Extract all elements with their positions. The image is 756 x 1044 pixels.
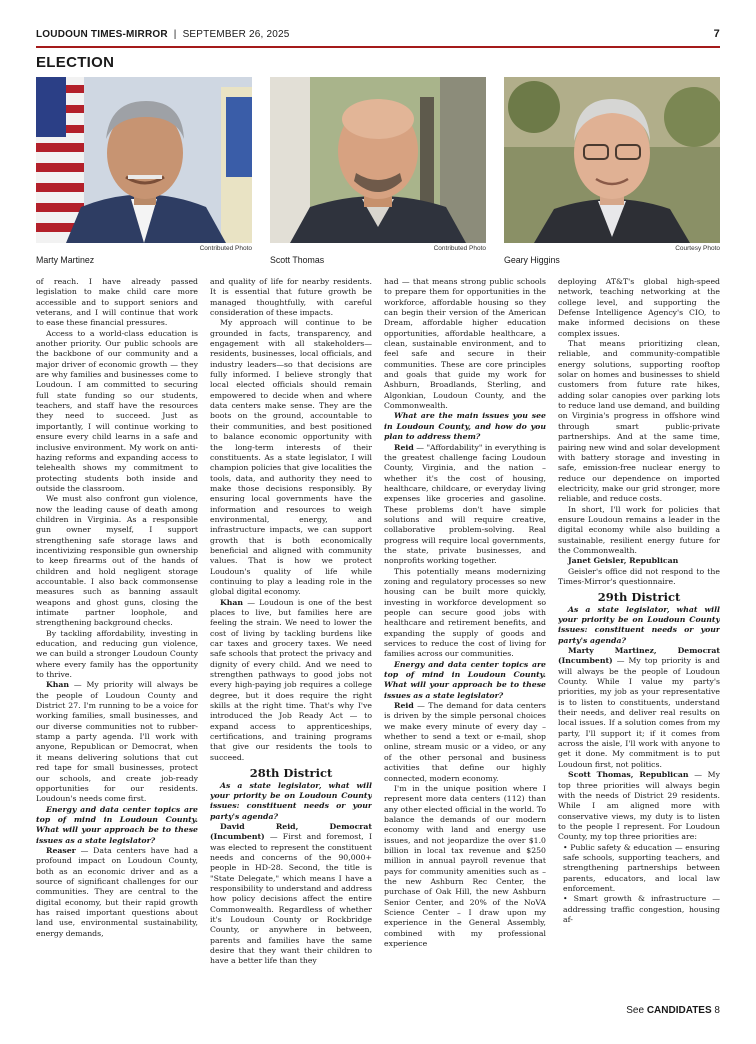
photo-caption: Geary Higgins bbox=[504, 255, 560, 265]
page-header bbox=[36, 28, 720, 48]
speaker-name: Marty Martinez, Democrat (Incumbent) bbox=[558, 646, 720, 666]
answer-text: — Data centers have had a profound impact on Loudoun County, both as an economic driver and as a source of significant challenges for our communities. They are central to the digital economy, but their rapid growth has raised important questions about land use, environmental sustainability, energy demands, bbox=[36, 845, 198, 938]
photo-row bbox=[36, 77, 720, 269]
answer-text: — The demand for data centers is driven by the simple personal choices we make every minute of every day – whether to send a text or e-mail, shop online, stream music or a video, or any of the other personal and business activities that define our highly connected, modern economy. bbox=[384, 701, 546, 783]
answer-paragraph bbox=[36, 846, 198, 939]
page-number: 7 bbox=[713, 28, 720, 40]
paragraph: of reach. I have already passed legislation to make child care more accessible and to support seniors and veterans, and I will continue that work to ease these financial pressures. bbox=[36, 277, 198, 328]
issue-date: SEPTEMBER 26, 2025 bbox=[182, 29, 290, 40]
continued-page: 8 bbox=[711, 1005, 720, 1016]
speaker-name: David Reid, Democrat (Incumbent) bbox=[210, 821, 372, 842]
district-heading: 28th District bbox=[249, 766, 333, 781]
question: Energy and data center topics are top of mind in Loudoun County. What will your approach be to these issues as a state legislator? bbox=[384, 659, 546, 700]
answer-text: — My top three priorities will always begin with the needs of District 29 residents. While I am aligned more with conservative views, my duty is to listen to the people I represent. For Loudoun County, my top three priorities are: bbox=[558, 770, 720, 842]
speaker-name: Reid bbox=[394, 701, 414, 711]
speaker-name: Reaser bbox=[46, 845, 76, 855]
question: As a state legislator, what will your priority be on Loudoun County issues: constituent needs or your party's agenda? bbox=[558, 604, 720, 645]
candidate-name: Janet Geisler, Republican bbox=[568, 556, 679, 566]
bullet-item: • Public safety & education — ensuring safe schools, supporting teachers, and strengthening partnerships between parents, educators, and local law enforcement. bbox=[563, 842, 720, 893]
speaker-name: Khan bbox=[220, 597, 244, 607]
publication-line bbox=[36, 29, 290, 40]
paragraph: This potentially means modernizing zoning and regulatory processes so new housing can be built more quickly, investing in workforce development so people can secure good jobs with healthcare and retirement benefits, and expanding the supply of goods and services to reduce the cost of living for families across our communities. bbox=[384, 566, 546, 659]
photo-credit: Contributed Photo bbox=[433, 245, 486, 252]
answer-paragraph bbox=[558, 770, 720, 842]
answer-paragraph bbox=[384, 443, 546, 567]
answer-paragraph bbox=[384, 701, 546, 784]
answer-text: — My top priority is and will always be the people of Loudoun County. While I value my party's priorities, my job as your representative is to listen to constituents, understand their needs, and deliver real results on local issues. If a solution comes from my party, I'll support it; if it comes from across the aisle, I'll work with anyone to get it done. My commitment is to put Loudoun first, not politics. bbox=[558, 656, 720, 769]
paragraph: had — that means strong public schools to prepare them for opportunities in the workforce, affordable housing so they can begin their version of the American Dream, affordable higher education opportunities, affordable healthcare, a clean, sustainable environment, and to feel safe and secure in their communities. These are core principles and goals that guide my work for Ashburn, Broadlands, Sterling, and Algonkian, Loudoun County, and the Commonwealth. bbox=[384, 277, 546, 411]
question: Energy and data center topics are top of mind in Loudoun County. What will your approach be to these issues as a state legislator? bbox=[36, 804, 198, 845]
answer-paragraph bbox=[210, 598, 372, 764]
photo-geary-higgins bbox=[504, 77, 720, 243]
paragraph: I'm in the unique position where I represent more data centers (112) than any other elected official in the world. To balance the demands of our modern economy with land and energy use issues, and not jeopardize the over $1.0 billion in local tax revenue and $250 million in annual payroll revenue that pays for community amenities such as – the new Ashburn Rec Center, the purchase of Oak Hill, the new Ashburn Senior Center, and 20% of the NoVA Science Center – I draw upon my experience in the General Assembly, combined with my professional experience bbox=[384, 783, 546, 948]
bullet-item: • Smart growth & infrastructure — addressing traffic congestion, housing af- bbox=[563, 894, 720, 924]
continued-target: CANDIDATES bbox=[646, 1005, 712, 1016]
photo-caption: Scott Thomas bbox=[270, 255, 325, 265]
paragraph: That means prioritizing clean, reliable, and community-compatible energy solutions, supporting rooftop solar on homes and businesses to shield customers from future rate hikes, adding solar canopies over parking lots to reduce land use demand, and building on Virginia's progress in offshore wind through smart public-private partnerships. And at the same time, pairing new wind and solar development with battery storage and investing in safe, emission-free nuclear energy to reduce our dependence on imported electricity, make our grid stronger, more reliable, and reduce costs. bbox=[558, 339, 720, 504]
answer-text: — First and foremost, I was elected to represent the constituent needs and concerns of the 90,000+ people in HD-28. Second, the title is "State Delegate," which means I have a responsibility to understand and address how policy decisions affect the entire Commonwealth. Regardless of whether it's Loudoun County or Rockbridge County, or anywhere in between, parents and families have the same desire that they want their children to have a better life than they bbox=[210, 832, 372, 966]
section-title: ELECTION bbox=[36, 54, 115, 71]
newspaper-page bbox=[36, 28, 720, 1016]
photo-block-thomas bbox=[270, 77, 486, 269]
photo-caption: Marty Martinez bbox=[36, 255, 95, 265]
answer-paragraph bbox=[36, 680, 198, 804]
paragraph: Geisler's office did not respond to the Times-Mirror's questionnaire. bbox=[558, 566, 720, 586]
district-heading: 29th District bbox=[597, 590, 681, 605]
answer-text: — Loudoun is one of the best places to live, but families here are feeling the strain. We need to lower the cost of living by tackling burdens like car taxes and grocery taxes. We need safe schools that protect the privacy and dignity of every child. And we need to strengthen pathways to good jobs not every high-paying job requires a college degree, but it does require the right skills at the right time. That's why I've introduced the Job Ready Act — to expand access to apprenticeships, certifications, and training programs that give our residents the tools to succeed. bbox=[210, 597, 372, 762]
paragraph: deploying AT&T's global high-speed network, teaching networking at the college level, and supporting the Defense Intelligence Agency's CIO, to make informed decisions on these complex issues. bbox=[558, 277, 720, 338]
column-2 bbox=[210, 277, 372, 967]
publication-name: LOUDOUN TIMES-MIRROR bbox=[36, 29, 168, 40]
question: What are the main issues you see in Loudoun County, and how do you plan to address them? bbox=[384, 411, 546, 442]
continued-on-link[interactable] bbox=[626, 1005, 720, 1016]
photo-scott-thomas bbox=[270, 77, 486, 243]
speaker-name: Khan bbox=[46, 680, 70, 690]
answer-text: — My priority will always be the people of Loudoun County and District 27. I'm running to be a voice for working families, small businesses, and our diverse communities not to rubber-stamp a party agenda. I'll work with anyone, Republican or Democrat, when it means delivering solutions that cut red tape for small businesses, protect our schools, and create job-ready opportunities for our residents. Loudoun's needs come first. bbox=[36, 680, 198, 804]
column-4 bbox=[558, 277, 720, 967]
header-separator: | bbox=[173, 29, 177, 40]
question: As a state legislator, what will your priority be on Loudoun County issues: constituent needs or your party's agenda? bbox=[210, 780, 372, 821]
answer-text: — "Affordability" in everything is the greatest challenge facing Loudoun County, Virginia, and the nation – whether it's the cost of housing, healthcare, childcare, or everyday living expenses like groceries and gasoline. These problems don't have simple solutions and will require creative, collaborative problem-solving. Real progress will require local governments, the state, private businesses, and nonprofits working together. bbox=[384, 442, 546, 566]
paragraph: Access to a world-class education is another priority. Our public schools are the backbone of our community and a major driver of economic growth — they are why families and businesses come to Loudoun. I am committed to securing full state funding so our students, teachers, and staff have the resources they need to succeed. Just as importantly, I will continue working to ensure every child learns in a safe and inclusive environment. My work on anti-hazing reforms and expanding access to telehealth shows my commitment to protecting students both inside and outside the classroom. bbox=[36, 328, 198, 493]
photo-block-martinez bbox=[36, 77, 252, 269]
column-3 bbox=[384, 277, 546, 967]
speaker-name: Scott Thomas, Republican bbox=[568, 770, 689, 780]
paragraph: We must also confront gun violence, now the leading cause of death among children in Virginia. As a responsible gun owner myself, I support strengthening safe storage laws and incentivizing responsible gun ownership to keep firearms out of the hands of children and hold negligent storage accountable. I also back commonsense measures such as banning assault weapons and ghost guns, closing the intimate partner loophole, and strengthening background checks. bbox=[36, 494, 198, 628]
paragraph: In short, I'll work for policies that ensure Loudoun remains a leader in the digital economy while also building a sustainable, resilient energy future for the Commonwealth. bbox=[558, 504, 720, 555]
photo-marty-martinez bbox=[36, 77, 252, 243]
paragraph: My approach will continue to be grounded in facts, transparency, and engagement with all stakeholders—residents, businesses, local officials, and industry leaders—so that decisions are fully informed. I believe strongly that local elected officials should remain empowered to decide when and where data centers make sense. They are the boots on the ground, accountable to their communities, and best positioned to balance economic opportunity with the long-term interests of their constituents. As a state legislator, I will champion policies that give localities the tools, data, and authority they need to make those decisions responsibly. By ensuring local governments have the information and resources to weigh environmental, energy, and infrastructure impacts, we can support growth that is both economically beneficial and aligned with community values. That is how we protect Loudoun's quality of life while continuing to play a leading role in the global digital economy. bbox=[210, 318, 372, 597]
paragraph: and quality of life for nearby residents. It is essential that future growth be managed thoughtfully, with careful consideration of these impacts. bbox=[210, 277, 372, 318]
paragraph: By tackling affordability, investing in education, and reducing gun violence, we can build a stronger Loudoun County where every family has the opportunity to thrive. bbox=[36, 628, 198, 680]
photo-credit: Courtesy Photo bbox=[675, 245, 720, 252]
article-columns bbox=[36, 277, 720, 967]
continued-prefix: See bbox=[626, 1005, 647, 1016]
speaker-name: Reid bbox=[394, 442, 414, 452]
column-1 bbox=[36, 277, 198, 967]
photo-block-higgins bbox=[504, 77, 720, 269]
answer-paragraph bbox=[558, 646, 720, 770]
answer-paragraph bbox=[210, 822, 372, 967]
photo-credit: Contributed Photo bbox=[199, 245, 252, 252]
